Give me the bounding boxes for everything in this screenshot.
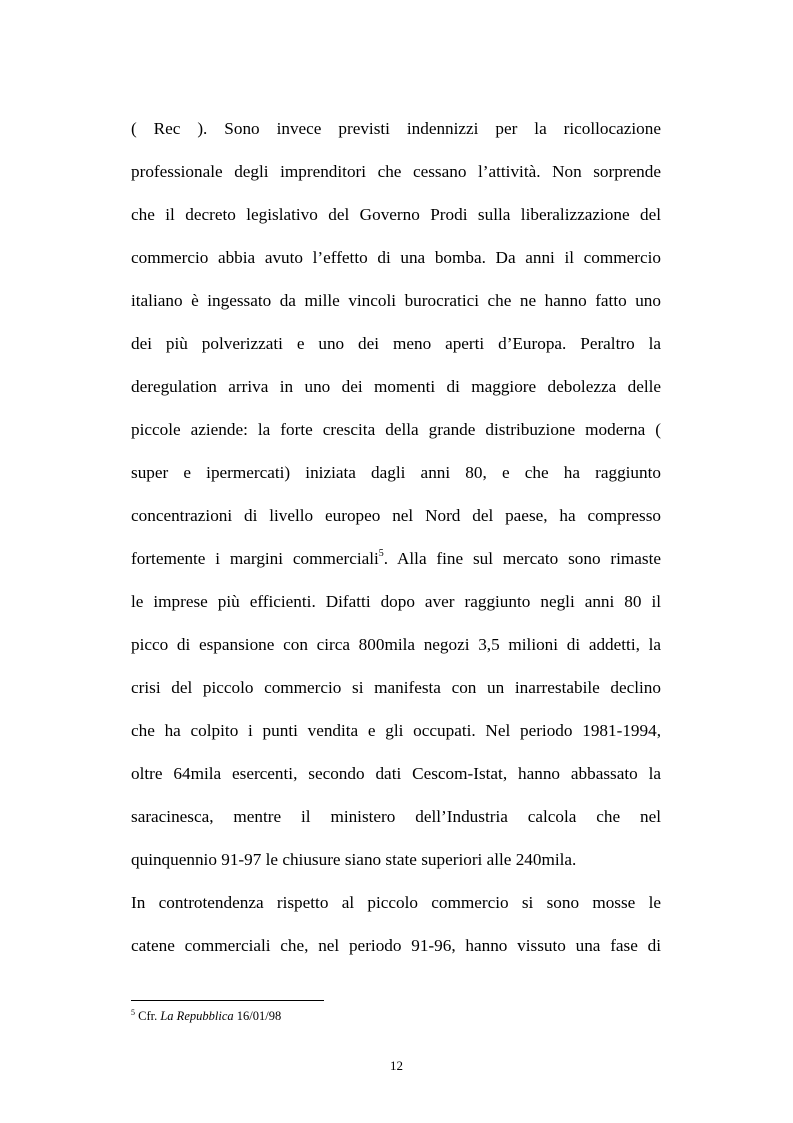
footnote-divider — [131, 1000, 324, 1001]
paragraph-end-line: quinquennio 91-97 le chiusure siano state superiori alle 240mila. — [131, 850, 577, 869]
text-line: che il decreto legislativo del Governo Prodi sulla liberalizzazione del — [131, 205, 661, 224]
footnote-date: 16/01/98 — [233, 1009, 282, 1023]
text-line: dei più polverizzati e uno dei meno aperti d’Europa. Peraltro la — [131, 334, 661, 353]
page-number: 12 — [390, 1058, 403, 1073]
text-line: saracinesca, mentre il ministero dell’Industria calcola che nel — [131, 807, 661, 826]
footnote — [131, 1008, 281, 1024]
text-line: che ha colpito i punti vendita e gli occupati. Nel periodo 1981-1994, — [131, 721, 661, 740]
text-line: professionale degli imprenditori che cessano l’attività. Non sorprende — [131, 162, 661, 181]
text-segment: . Alla fine sul mercato sono rimaste — [383, 549, 661, 568]
footnote-prefix: Cfr. — [135, 1009, 161, 1023]
text-segment: fortemente i margini commerciali — [131, 549, 379, 568]
text-line: picco di espansione con circa 800mila negozi 3,5 milioni di addetti, la — [131, 635, 661, 654]
text-line: crisi del piccolo commercio si manifesta con un inarrestabile declino — [131, 678, 661, 697]
text-line: le imprese più efficienti. Difatti dopo aver raggiunto negli anni 80 il — [131, 592, 661, 611]
footnote-number: 5 — [131, 1008, 135, 1017]
text-line: commercio abbia avuto l’effetto di una bomba. Da anni il commercio — [131, 248, 661, 267]
text-line: italiano è ingessato da mille vincoli burocratici che ne hanno fatto uno — [131, 291, 661, 310]
text-line: ( Rec ). Sono invece previsti indennizzi per la ricollocazione — [131, 119, 661, 138]
text-line: oltre 64mila esercenti, secondo dati Cescom-Istat, hanno abbassato la — [131, 764, 661, 783]
footnote-source: La Repubblica — [160, 1009, 234, 1023]
body-text — [131, 114, 661, 974]
text-line: piccole aziende: la forte crescita della grande distribuzione moderna ( — [131, 420, 661, 439]
footnote-reference[interactable]: 5 — [378, 548, 384, 559]
text-line: deregulation arriva in uno dei momenti di maggiore debolezza delle — [131, 377, 661, 396]
text-line: catene commerciali che, nel periodo 91-96, hanno vissuto una fase di — [131, 936, 661, 955]
text-line: In controtendenza rispetto al piccolo commercio si sono mosse le — [131, 893, 661, 912]
text-line-with-footnote-ref — [131, 544, 661, 587]
text-line: super e ipermercati) iniziata dagli anni 80, e che ha raggiunto — [131, 463, 661, 482]
text-line: concentrazioni di livello europeo nel Nord del paese, ha compresso — [131, 506, 661, 525]
